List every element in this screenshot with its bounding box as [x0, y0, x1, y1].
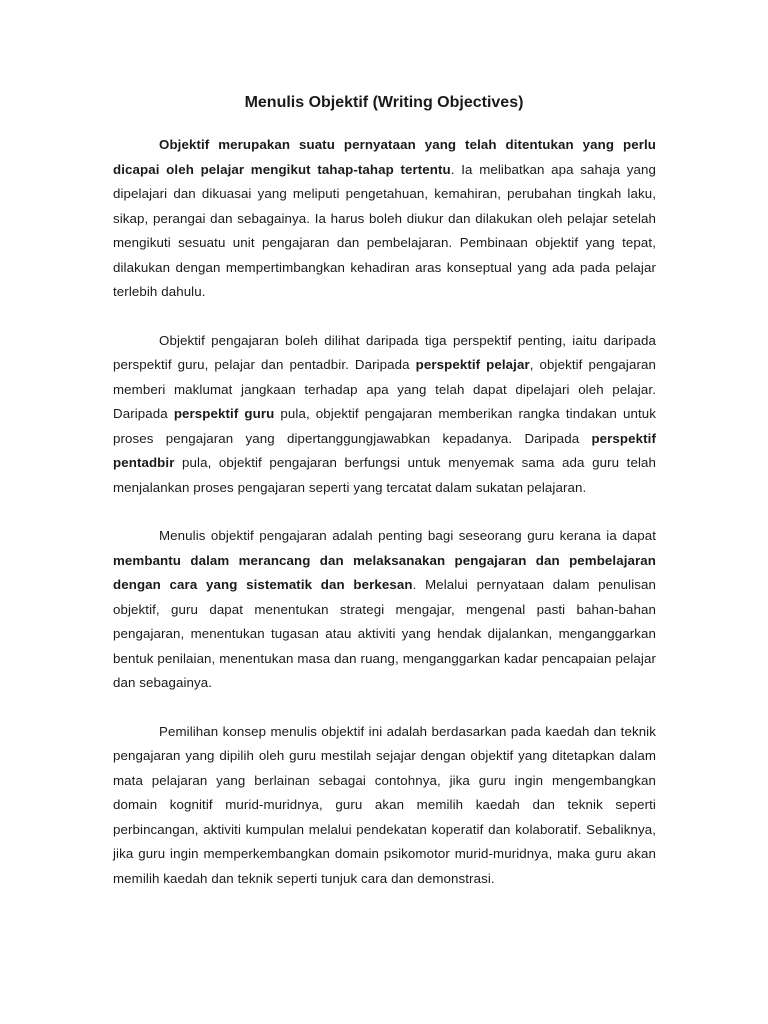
text-run: . Ia melibatkan apa sahaja yang dipelajari dan dikuasai yang meliputi pengetahuan, kemahiran, perubahan tingkah laku, sikap, perangai dan sebagainya. Ia harus boleh diukur dan dilakukan oleh pelajar setelah mengikuti sesuatu unit pengajaran dan pembelajaran. Pembinaan objektif yang tepat, dilakukan dengan mempertimbangkan kehadiran aras konseptual yang ada pada pelajar terlebih dahulu.	[113, 161, 656, 299]
paragraph	[113, 329, 656, 501]
document-body	[113, 133, 656, 915]
paragraph	[113, 720, 656, 892]
text-run: pula, objektif pengajaran memberikan rangka tindakan untuk proses pengajaran yang dipertanggungjawabkan kepadanya. Daripada	[113, 406, 656, 446]
document-title: Menulis Objektif (Writing Objectives)	[244, 94, 524, 111]
text-run: Menulis objektif pengajaran adalah penting bagi seseorang guru kerana ia dapat	[159, 528, 656, 543]
paragraph	[113, 524, 656, 696]
text-run: pula, objektif pengajaran berfungsi untuk menyemak sama ada guru telah menjalankan proses pengajaran seperti yang tercatat dalam sukatan pelajaran.	[113, 455, 656, 495]
paragraph	[113, 133, 656, 305]
text-run: Objektif pengajaran boleh dilihat daripada tiga perspektif penting, iaitu daripada perspektif guru, pelajar dan pentadbir. Daripada	[113, 332, 656, 372]
text-run-bold: membantu dalam merancang dan melaksanakan pengajaran dan pembelajaran dengan cara yang sistematik dan berkesan	[113, 552, 656, 592]
text-run: . Melalui pernyataan dalam penulisan objektif, guru dapat menentukan strategi mengajar, mengenal pasti bahan-bahan pengajaran, menentukan tugasan atau aktiviti yang hendak dijalankan, menganggarkan bentuk penilaian, menentukan masa dan ruang, menganggarkan kadar pencapaian pelajar dan sebagainya.	[113, 577, 656, 690]
text-run-bold: perspektif pentadbir	[113, 430, 656, 470]
text-run-bold: perspektif guru	[173, 406, 275, 421]
text-run: Pemilihan konsep menulis objektif ini adalah berdasarkan pada kaedah dan teknik pengajaran yang dipilih oleh guru mestilah sejajar dengan objektif yang ditetapkan dalam mata pelajaran yang berlainan sebagai contohnya, jika guru ingin mengembangkan domain kognitif murid-muridnya, guru akan memilih kaedah dan teknik seperti perbincangan, aktiviti kumpulan melalui pendekatan koperatif dan kolaboratif. Sebaliknya, jika guru ingin memperkembangkan domain psikomotor murid-muridnya, maka guru akan memilih kaedah dan teknik seperti tunjuk cara dan demonstrasi.	[113, 723, 656, 886]
text-run-bold: perspektif pelajar	[415, 357, 530, 372]
text-run-bold: Objektif merupakan suatu pernyataan yang telah ditentukan yang perlu dicapai oleh pelajar mengikut tahap-tahap tertentu	[113, 137, 656, 177]
text-run: , objektif pengajaran memberi maklumat jangkaan terhadap apa yang telah dapat dipelajari oleh pelajar. Daripada	[113, 357, 656, 421]
